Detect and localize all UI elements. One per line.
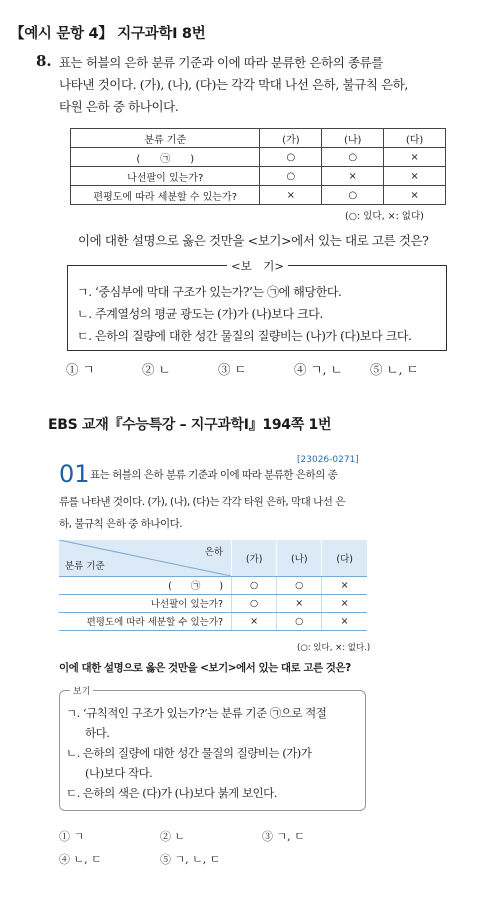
- question2-text: 류를 나타낸 것이다. (가), (나), (다)는 각각 타원 은하, 막대 나선 은 하, 불규칙 은하 중 하나이다.: [59, 496, 345, 530]
- question-code: [23026-0271]: [297, 455, 359, 465]
- section1-title: 【예시 문항 4】 지구과학Ⅰ 8번: [10, 26, 206, 42]
- prompt-2: 이에 대한 설명으로 옳은 것만을 <보기>에서 있는 대로 고른 것은?: [59, 662, 351, 674]
- choice-4[interactable]: ④ ㄱ, ㄴ: [294, 362, 343, 377]
- bogi-items-2: [66, 703, 364, 803]
- list-item: ㄱ. ‘규칙적인 구조가 있는가?’는 분류 기준 ㉠으로 적절: [66, 706, 327, 720]
- choice-2[interactable]: ② ㄴ: [142, 362, 171, 377]
- list-item: ㄱ. ‘중심부에 막대 구조가 있는가?’는 ㉠에 해당한다.: [77, 285, 342, 299]
- choice-1[interactable]: ① ㄱ: [59, 830, 85, 843]
- section2-title: EBS 교재『수능특강 – 지구과학Ⅰ』194쪽 1번: [48, 417, 332, 433]
- choice-4[interactable]: ④ ㄴ, ㄷ: [59, 853, 102, 866]
- bogi-title-2: 보기: [70, 684, 93, 697]
- choice-5[interactable]: ⑤ ㄴ, ㄷ: [370, 362, 419, 377]
- table-legend: (○: 있다, ×: 없다): [345, 211, 424, 222]
- table-row: 나선팔이 있는가? ○ × ×: [59, 594, 367, 612]
- table-row: 편평도에 따라 세분할 수 있는가? × ○ ×: [71, 186, 446, 205]
- table-row: 편평도에 따라 세분할 수 있는가? × ○ ×: [59, 612, 367, 630]
- list-item-continued: (나)보다 작다.: [85, 766, 153, 780]
- prompt: 이에 대한 설명으로 옳은 것만을 <보기>에서 있는 대로 고른 것은?: [78, 233, 429, 248]
- table-legend-2: (○: 있다, ×: 없다.): [297, 643, 371, 653]
- classification-table-2: 은하 분류 기준 (가) (나) (다) ( ㉠ ) ○ ○ × 나선팔이 있는가? ○ × × 편평도에 따라 세분할 수 있는가? × ○ ×: [59, 540, 367, 631]
- question-text: 표는 허블의 은하 분류 기준과 이에 따라 분류한 은하의 종류를 나타낸 것이다. (가), (나), (다)는 각각 막대 나선 은하, 불규칙 은하, 타원 은하 중 하나이다.: [59, 55, 408, 114]
- classification-table: 분류 기준 (가) (나) (다) ( ㉠ ) ○ ○ × 나선팔이 있는가? ○ × × 편평도에 따라 세분할 수 있는가? × ○ ×: [70, 128, 446, 205]
- diagonal-header-cell: 은하 분류 기준: [59, 540, 232, 576]
- choice-5[interactable]: ⑤ ㄱ, ㄴ, ㄷ: [160, 853, 221, 866]
- list-item-continued: 하다.: [85, 726, 110, 740]
- choice-3[interactable]: ③ ㄱ, ㄷ: [262, 830, 305, 843]
- table-row: ( ㉠ ) ○ ○ ×: [59, 576, 367, 594]
- list-item: ㄴ. 은하의 질량에 대한 성간 물질의 질량비는 (가)가: [66, 746, 312, 760]
- list-item: ㄷ. 은하의 질량에 대한 성간 물질의 질량비는 (나)가 (다)보다 크다.: [77, 329, 412, 343]
- choice-3[interactable]: ③ ㄷ: [218, 362, 247, 377]
- choice-2[interactable]: ② ㄴ: [160, 830, 186, 843]
- bogi-items: [77, 281, 412, 347]
- question-number: 8.: [36, 52, 52, 70]
- bogi-title: <보 기>: [227, 258, 288, 274]
- choice-1[interactable]: ① ㄱ: [66, 362, 95, 377]
- table-row: 나선팔이 있는가? ○ × ×: [71, 167, 446, 186]
- question2-first-line: 표는 허블의 은하 분류 기준과 이에 따라 분류한 은하의 종: [90, 469, 338, 481]
- question-number-2: 01: [59, 460, 90, 488]
- table-row: ( ㉠ ) ○ ○ ×: [71, 148, 446, 167]
- list-item: ㄴ. 주계열성의 평균 광도는 (가)가 (나)보다 크다.: [77, 307, 323, 321]
- list-item: ㄷ. 은하의 색은 (다)가 (나)보다 붉게 보인다.: [66, 786, 277, 800]
